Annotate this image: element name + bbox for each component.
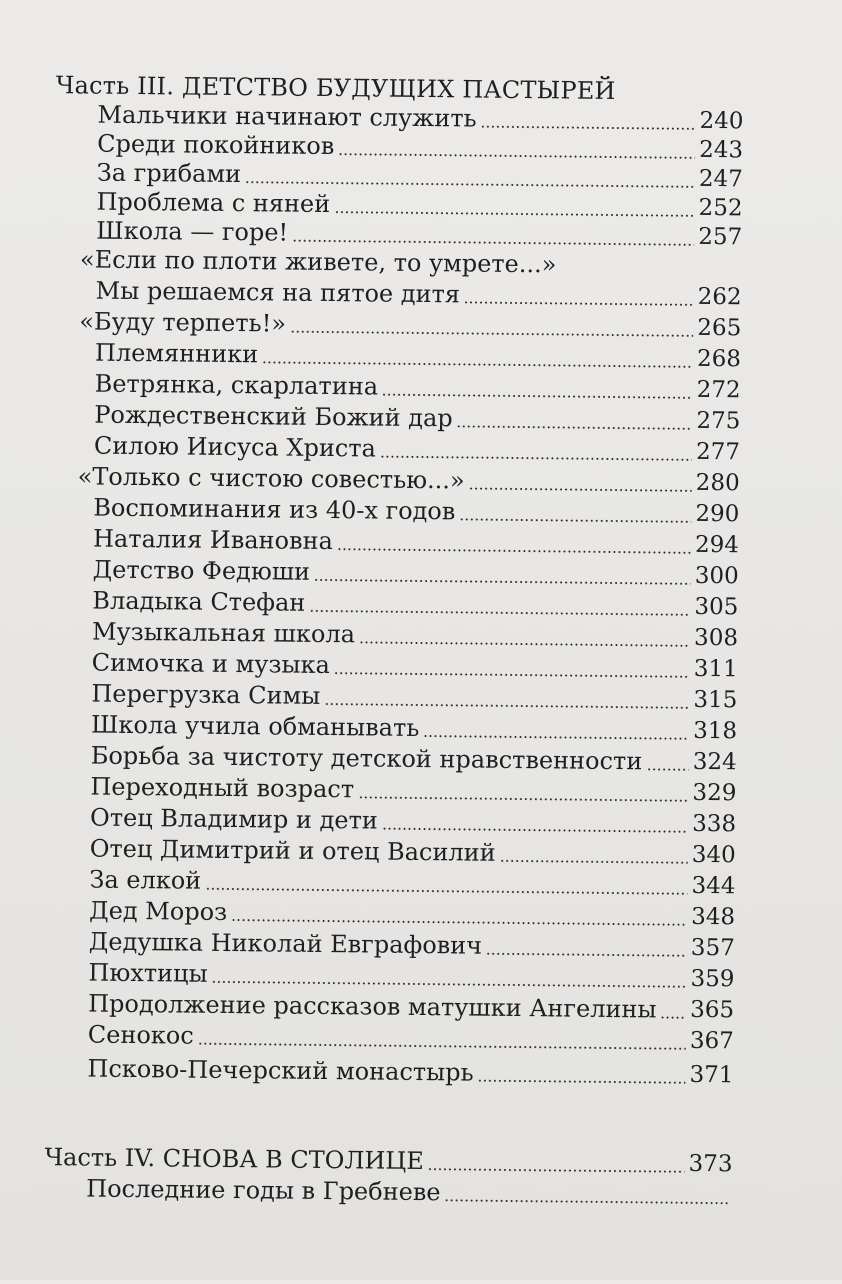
dot-leader bbox=[290, 331, 693, 337]
entry-title: Отец Димитрий и отец Василий bbox=[89, 834, 496, 867]
entry-page-number: 324 bbox=[692, 748, 737, 776]
entry-title: Сенокос bbox=[87, 1020, 194, 1050]
entry-page-number: 247 bbox=[698, 165, 743, 193]
entry-page-number: 290 bbox=[695, 500, 740, 528]
toc-entry[interactable] bbox=[95, 370, 741, 406]
dot-leader bbox=[500, 860, 688, 864]
dot-leader bbox=[382, 828, 688, 833]
dot-leader bbox=[314, 579, 691, 585]
entry-page-number: 357 bbox=[690, 934, 735, 962]
dot-leader bbox=[212, 981, 687, 988]
entry-title: «Если по плоти живете, то умрете...» bbox=[79, 245, 557, 279]
toc-entry[interactable] bbox=[88, 959, 734, 995]
dot-leader bbox=[245, 181, 695, 188]
toc-entry[interactable] bbox=[95, 339, 741, 375]
toc-entry[interactable] bbox=[88, 990, 734, 1026]
part-3-title: Часть III. ДЕТСТВО БУДУЩИХ ПАСТЫРЕЙ bbox=[55, 71, 616, 106]
toc-entry[interactable] bbox=[93, 556, 739, 592]
toc-entry[interactable] bbox=[87, 1055, 733, 1091]
entry-page-number: 344 bbox=[691, 872, 736, 900]
entry-page-number: 240 bbox=[699, 107, 744, 135]
dot-leader bbox=[481, 126, 696, 130]
toc-entry[interactable] bbox=[94, 432, 740, 468]
entry-title: Музыкальная школа bbox=[91, 617, 356, 649]
toc-entry[interactable] bbox=[93, 525, 739, 561]
entry-page-number: 371 bbox=[689, 1061, 734, 1089]
toc-entry[interactable] bbox=[92, 618, 738, 654]
dot-leader bbox=[262, 361, 693, 368]
entry-title: Племянники bbox=[94, 338, 259, 369]
entry-page-number: 348 bbox=[691, 903, 736, 931]
entry-page-number: 367 bbox=[689, 1027, 734, 1055]
entry-title: Ветрянка, скарлатина bbox=[94, 369, 379, 401]
toc-entry[interactable] bbox=[86, 1175, 732, 1211]
dot-leader bbox=[334, 211, 694, 217]
entry-page-number: 300 bbox=[694, 562, 739, 590]
entry-page-number: 257 bbox=[698, 223, 743, 251]
entry-title: Мальчики начинают служить bbox=[97, 100, 477, 133]
entry-page-number: 243 bbox=[699, 136, 744, 164]
dot-leader bbox=[324, 703, 689, 709]
toc-entry[interactable] bbox=[90, 773, 736, 809]
toc-entry[interactable] bbox=[89, 866, 735, 902]
toc-entry[interactable] bbox=[91, 680, 737, 716]
toc-entry[interactable] bbox=[53, 307, 741, 343]
entry-title: Наталия Ивановна bbox=[92, 524, 334, 556]
entry-title: Дедушка Николай Евграфович bbox=[88, 927, 483, 960]
entry-page-number: 277 bbox=[695, 438, 741, 466]
dot-leader bbox=[661, 1017, 687, 1019]
entry-title: Проблема с няней bbox=[96, 187, 331, 219]
entry-title: Школа — горе! bbox=[96, 216, 289, 247]
entry-page-number: 308 bbox=[693, 624, 739, 652]
dot-leader bbox=[380, 456, 692, 461]
entry-page-number: 268 bbox=[696, 345, 742, 373]
dot-leader bbox=[338, 153, 695, 159]
entry-title: Детство Федюши bbox=[92, 555, 311, 586]
entry-title: Борьба за чистоту детской нравственности bbox=[90, 741, 643, 776]
entry-page-number: 294 bbox=[694, 531, 740, 559]
dot-leader bbox=[478, 1080, 686, 1084]
toc-entry[interactable] bbox=[91, 711, 737, 747]
toc-entry[interactable] bbox=[90, 835, 736, 871]
entry-title: Среди покойников bbox=[97, 129, 335, 161]
entry-title: Дед Мороз bbox=[89, 896, 228, 926]
dot-leader bbox=[486, 953, 687, 957]
entry-page-number: 340 bbox=[691, 841, 736, 869]
entry-title: «Буду терпеть!» bbox=[79, 307, 287, 338]
entry-title: Силою Иисуса Христа bbox=[93, 431, 377, 463]
entry-title: Владыка Стефан bbox=[92, 586, 306, 617]
entry-page-number: 305 bbox=[694, 593, 739, 621]
entry-title: За елкой bbox=[89, 865, 202, 895]
dot-leader bbox=[292, 240, 694, 246]
entry-page-number: 315 bbox=[693, 686, 738, 714]
entry-title: Продолжение рассказов матушки Ангелины bbox=[88, 989, 657, 1024]
toc-entry[interactable] bbox=[95, 277, 741, 313]
toc-entry[interactable] bbox=[88, 1021, 734, 1057]
entry-title: Воспоминания из 40-х годов bbox=[93, 493, 456, 526]
toc-entry[interactable] bbox=[89, 928, 735, 964]
toc-entry[interactable] bbox=[90, 804, 736, 840]
entry-title: «Только с чистою совестью...» bbox=[77, 462, 465, 495]
dot-leader bbox=[464, 301, 694, 305]
entry-page-number: 275 bbox=[696, 407, 741, 435]
entry-title: Мы решаемся на пятое дитя bbox=[95, 276, 461, 309]
entry-title: Школа учила обманывать bbox=[90, 710, 420, 742]
entry-page-number: 252 bbox=[698, 194, 743, 222]
entry-page-number: 280 bbox=[695, 469, 740, 497]
toc-entry[interactable] bbox=[94, 401, 740, 437]
part-4-heading[interactable] bbox=[44, 1143, 732, 1179]
entry-page-number: 338 bbox=[692, 810, 737, 838]
entry-page-number: 365 bbox=[690, 996, 735, 1024]
dot-leader bbox=[334, 672, 690, 678]
toc-entry[interactable] bbox=[92, 587, 738, 623]
entry-page-number: 329 bbox=[692, 779, 737, 807]
dot-leader bbox=[337, 548, 691, 554]
part-4-title: Часть IV. СНОВА В СТОЛИЦЕ bbox=[44, 1143, 424, 1176]
dot-leader bbox=[198, 1043, 686, 1050]
dot-leader bbox=[309, 610, 690, 616]
dot-leader bbox=[428, 1168, 685, 1173]
dot-leader bbox=[205, 888, 687, 895]
entry-title: Перегрузка Симы bbox=[91, 679, 321, 710]
entry-page-number: 318 bbox=[693, 717, 738, 745]
entry-page-number: 359 bbox=[690, 965, 735, 993]
dot-leader bbox=[382, 394, 693, 399]
dot-leader bbox=[459, 518, 691, 522]
entry-title: Последние годы в Гребневе bbox=[86, 1174, 441, 1207]
dot-leader bbox=[359, 641, 690, 646]
entry-title: Отец Владимир и дети bbox=[89, 803, 378, 835]
toc-entry[interactable] bbox=[93, 494, 739, 530]
dot-leader bbox=[646, 768, 689, 770]
dot-leader bbox=[231, 919, 687, 926]
entry-title: Псково-Печерский монастырь bbox=[87, 1054, 474, 1087]
entry-page-number: 265 bbox=[697, 314, 742, 342]
toc-entry[interactable] bbox=[92, 649, 738, 685]
toc-entry[interactable] bbox=[91, 742, 737, 778]
toc-entry[interactable] bbox=[52, 462, 740, 498]
dot-leader bbox=[444, 1199, 728, 1204]
entry-title: Переходный возраст bbox=[90, 772, 355, 804]
entry-title: Пюхтицы bbox=[88, 958, 208, 988]
dot-leader bbox=[423, 735, 689, 740]
entry-title: Рождественский Божий дар bbox=[94, 400, 453, 433]
entry-page-number: 272 bbox=[696, 376, 741, 404]
part-4-page-number: 373 bbox=[688, 1150, 733, 1178]
entry-title: Симочка и музыка bbox=[91, 648, 331, 680]
entry-title: За грибами bbox=[96, 158, 242, 189]
toc-entry[interactable] bbox=[54, 245, 742, 281]
entry-page-number: 262 bbox=[697, 283, 742, 311]
dot-leader bbox=[457, 425, 693, 429]
dot-leader bbox=[358, 796, 688, 801]
entry-page-number: 311 bbox=[693, 655, 738, 683]
toc-entry[interactable] bbox=[89, 897, 735, 933]
dot-leader bbox=[469, 487, 692, 491]
